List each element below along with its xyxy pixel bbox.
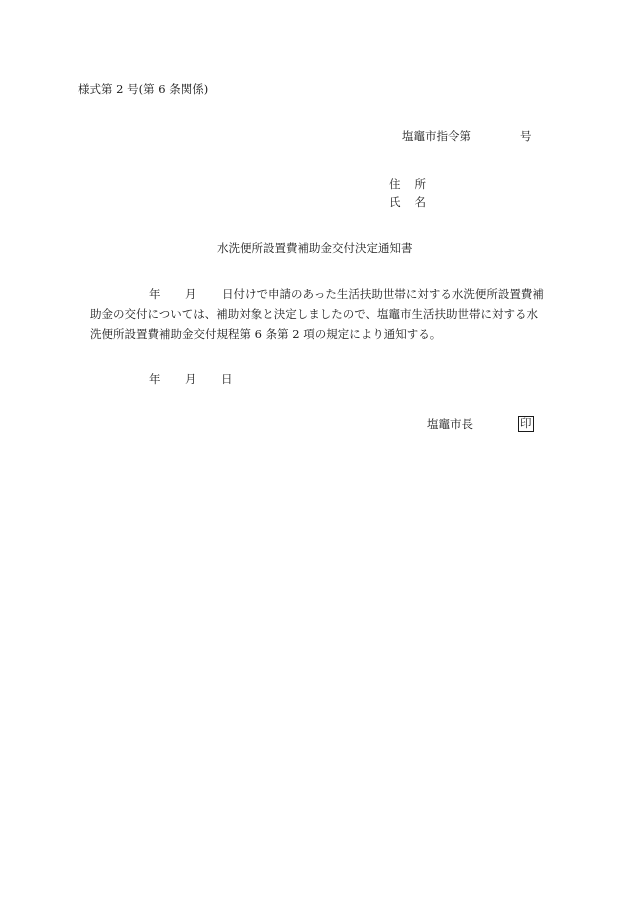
date-month-label: 月 [185, 372, 197, 386]
body-line-1: 日付けで申請のあった生活扶助世帯に対する水洗便所設置費補 [222, 287, 544, 301]
seal-mark: 印 [520, 416, 532, 430]
body-line-2: 助金の交付については、補助対象と決定しましたので、塩竈市生活扶助世帯に対する水 [90, 307, 539, 321]
issuer-mayor: 塩竈市長 [427, 417, 473, 431]
reference-number-suffix: 号 [520, 129, 532, 143]
document-title: 水洗便所設置費補助金交付決定通知書 [217, 241, 413, 255]
body-month-label: 月 [185, 287, 197, 301]
name-label-char-1: 氏 [389, 195, 401, 209]
date-year-label: 年 [149, 372, 161, 386]
address-label [389, 179, 426, 191]
date-day-label: 日 [221, 372, 233, 386]
body-year-label: 年 [149, 287, 161, 301]
address-label-char-2: 所 [414, 177, 426, 191]
form-number: 様式第 2 号(第 6 条関係) [78, 82, 209, 96]
reference-number-prefix: 塩竈市指令第 [402, 129, 471, 143]
name-label-char-2: 名 [414, 195, 426, 209]
name-label [389, 197, 426, 209]
address-label-char-1: 住 [389, 177, 401, 191]
body-line-3: 洗便所設置費補助金交付規程第 6 条第 2 項の規定により通知する。 [90, 327, 442, 341]
